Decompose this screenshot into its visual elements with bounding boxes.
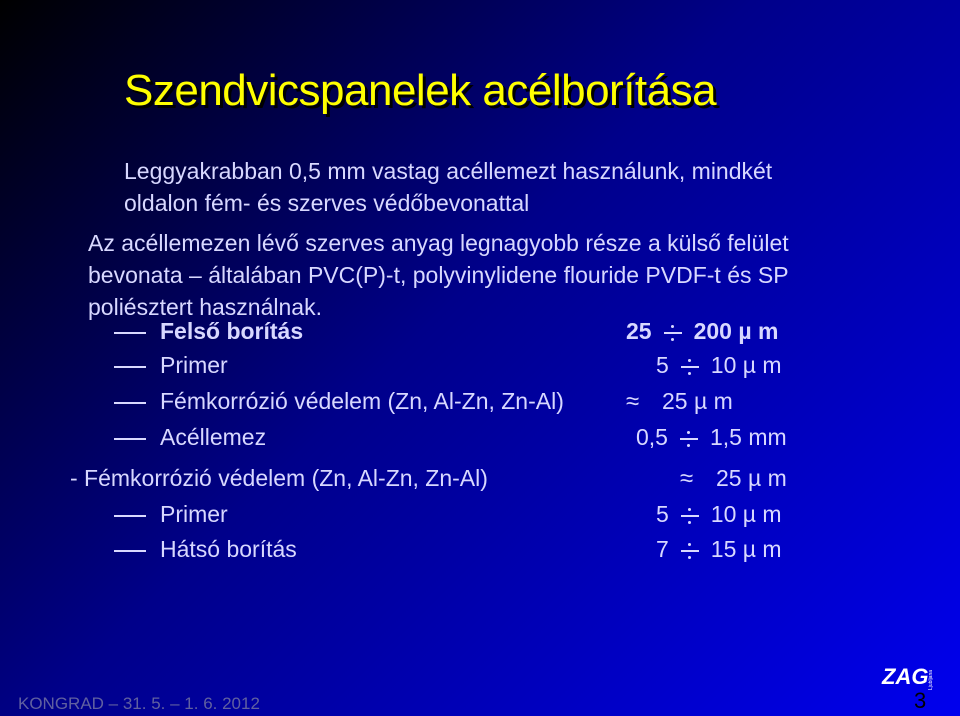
lower-range-primer: 5 10 µ m xyxy=(656,501,782,527)
division-icon xyxy=(679,541,701,561)
intro-line-2: oldalon fém- és szerves védőbevonattal xyxy=(124,190,530,216)
approx-icon: ≈ xyxy=(626,388,640,415)
layer-row-steel xyxy=(114,424,266,451)
layer-range-top-coat: 25 200 µ m xyxy=(626,318,779,344)
layer-row-corrosion xyxy=(114,388,564,415)
footer-text: KONGRAD – 31. 5. – 1. 6. 2012 xyxy=(18,694,260,713)
layer-label: Fémkorrózió védelem (Zn, Al-Zn, Zn-Al) xyxy=(160,388,564,414)
logo-subtext: Ljubljana xyxy=(928,669,934,690)
layer-row-primer xyxy=(114,352,228,379)
lower-heading: - Fémkorrózió védelem (Zn, Al-Zn, Zn-Al) xyxy=(70,465,488,491)
para-line-3: poliésztert használnak. xyxy=(88,294,322,320)
layer-label: Felső borítás xyxy=(160,318,304,344)
division-icon xyxy=(679,357,701,377)
dash-bullet xyxy=(114,366,146,368)
layer-label: Primer xyxy=(160,501,228,527)
approx-icon: ≈ xyxy=(680,465,694,492)
layer-label: Acéllemez xyxy=(160,424,267,450)
para-line-2: bevonata – általában PVC(P)-t, polyvinylidene flouride PVDF-t és SP xyxy=(88,262,789,288)
para-line-1: Az acéllemezen lévő szerves anyag legnagyobb része a külső felület xyxy=(88,230,789,256)
lower-row-back-coat xyxy=(114,536,297,563)
layer-row-top-coat xyxy=(114,318,303,345)
logo-text: ZAG xyxy=(882,664,929,689)
layer-range-steel: 0,5 1,5 mm xyxy=(636,424,787,450)
layer-range-primer: 5 10 µ m xyxy=(656,352,782,378)
dash-bullet xyxy=(114,332,146,334)
slide-title: Szendvicspanelek acélborítása xyxy=(124,66,717,115)
lower-heading-range: ≈ 25 µ m xyxy=(680,465,787,492)
dash-bullet xyxy=(114,550,146,552)
lower-row-primer xyxy=(114,501,228,528)
dash-bullet xyxy=(114,402,146,404)
division-icon xyxy=(662,323,684,343)
layer-range-corrosion: ≈ 25 µ m xyxy=(626,388,733,415)
zag-logo-icon xyxy=(880,660,942,692)
lower-range-back-coat: 7 15 µ m xyxy=(656,536,782,562)
dash-bullet xyxy=(114,515,146,517)
dash-bullet xyxy=(114,438,146,440)
layer-label: Primer xyxy=(160,352,228,378)
division-icon xyxy=(679,506,701,526)
page-number: 3 xyxy=(914,688,927,713)
division-icon xyxy=(678,429,700,449)
intro-line-1: Leggyakrabban 0,5 mm vastag acéllemezt használunk, mindkét xyxy=(124,158,773,184)
layer-label: Hátsó borítás xyxy=(160,536,297,562)
